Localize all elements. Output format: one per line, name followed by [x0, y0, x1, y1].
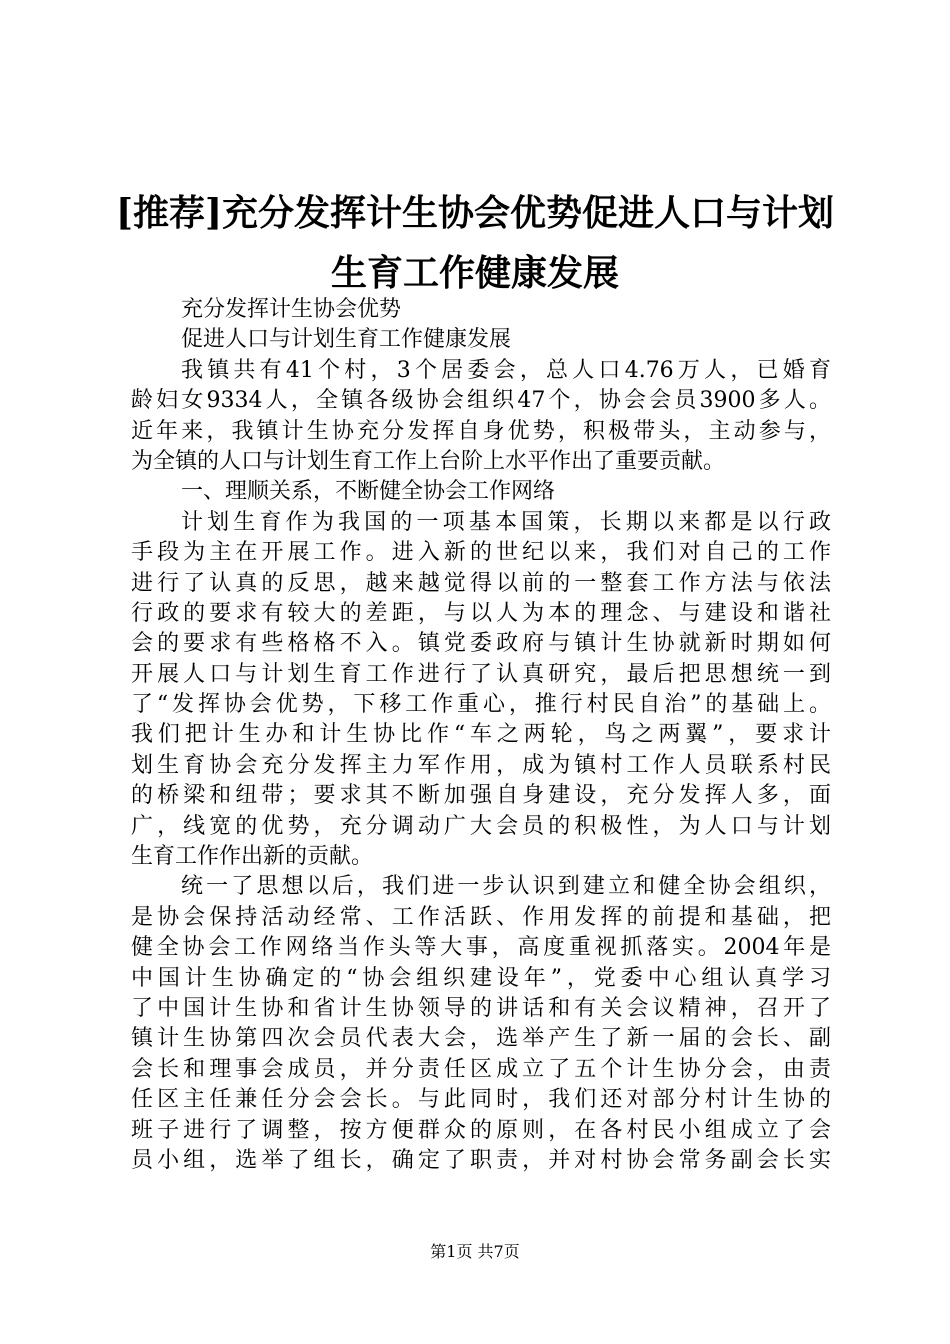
body-text-line: 龄妇女9334人，全镇各级协会组织47个，协会会员3900多人。 — [131, 388, 831, 414]
body-text-line: 生育工作作出新的贡献。 — [131, 844, 374, 870]
body-text-line: 了中国计生协和省计生协领导的讲话和有关会议精神，召开了 — [131, 995, 831, 1021]
body-text-line: 员小组，选举了组长，确定了职责，并对村协会常务副会长实 — [131, 1147, 831, 1173]
body-text-line: 会的要求有些格格不入。镇党委政府与镇计生协就新时期如何 — [131, 631, 831, 657]
body-text-line: 统一了思想以后，我们进一步认识到建立和健全协会组织， — [181, 874, 831, 900]
body-text-line: 计划生育作为我国的一项基本国策，长期以来都是以行政 — [181, 509, 831, 535]
body-text-line: 任区主任兼任分会会长。与此同时，我们还对部分村计生协的 — [131, 1087, 831, 1113]
body-text-line: 镇计生协第四次会员代表大会，选举产生了新一届的会长、副 — [131, 1026, 831, 1052]
body-text-line: 开展人口与计划生育工作进行了认真研究，最后把思想统一到 — [131, 661, 831, 687]
body-text-line: 近年来，我镇计生协充分发挥自身优势，积极带头，主动参与， — [131, 418, 831, 444]
body-text-line: 中国计生协确定的“协会组织建设年”，党委中心组认真学习 — [131, 965, 831, 991]
body-text-line: 是协会保持活动经常、工作活跃、作用发挥的前提和基础，把 — [131, 904, 831, 930]
document-body — [131, 295, 831, 1176]
body-text-line: 广，线宽的优势，充分调动广大会员的积极性，为人口与计划 — [131, 813, 831, 839]
body-text-line: 的桥梁和纽带；要求其不断加强自身建设，充分发挥人多，面 — [131, 783, 831, 809]
body-text-line: 充分发挥计生协会优势 — [181, 297, 402, 322]
body-text-line: 了“发挥协会优势，下移工作重心，推行村民自治”的基础上。 — [131, 692, 831, 718]
body-text-line: 划生育协会充分发挥主力军作用，成为镇村工作人员联系村民 — [131, 752, 831, 778]
document-title — [95, 183, 855, 303]
body-text-line: 手段为主在开展工作。进入新的世纪以来，我们对自己的工作 — [131, 540, 831, 566]
body-text-line: 进行了认真的反思，越来越觉得以前的一整套工作方法与依法 — [131, 570, 831, 596]
body-text-line: 健全协会工作网络当作头等大事，高度重视抓落实。2004年是 — [131, 935, 831, 961]
page-number-footer: 第1页 共7页 — [430, 1242, 520, 1261]
body-text-line: 我镇共有41个村，3个居委会，总人口4.76万人，已婚育 — [181, 357, 831, 383]
body-text-line: 我们把计生办和计生协比作“车之两轮，鸟之两翼”，要求计 — [131, 722, 831, 748]
body-text-line: 促进人口与计划生育工作健康发展 — [181, 327, 512, 353]
body-text-line: 为全镇的人口与计划生育工作上台阶上水平作出了重要贡献。 — [131, 448, 726, 474]
title-line-2: 生育工作健康发展 — [330, 252, 619, 294]
body-text-line: 行政的要求有较大的差距，与以人为本的理念、与建设和谐社 — [131, 600, 831, 626]
title-line-1: [推荐]充分发挥计生协会优势促进人口与计划 — [115, 192, 835, 234]
body-text-line: 一、理顺关系，不断健全协会工作网络 — [181, 479, 556, 505]
body-text-line: 会长和理事会成员，并分责任区成立了五个计生协分会，由责 — [131, 1056, 831, 1082]
body-text-line: 班子进行了调整，按方便群众的原则，在各村民小组成立了会 — [131, 1117, 831, 1143]
